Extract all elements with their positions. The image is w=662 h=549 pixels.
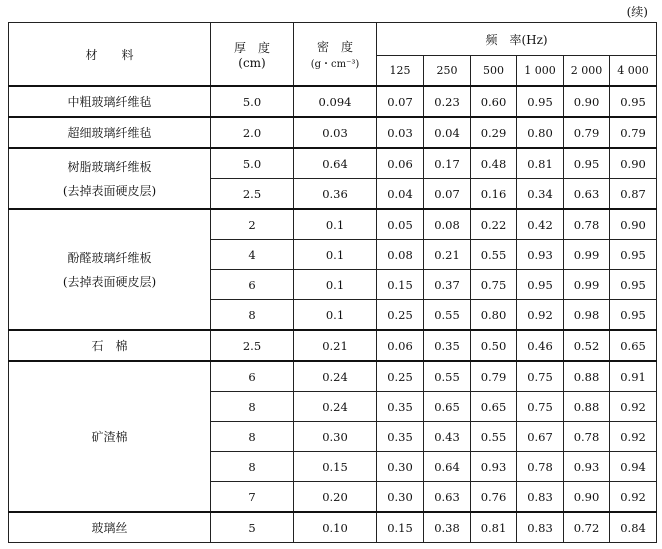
material-name-line: 石 棉 [91, 339, 128, 353]
absorption-cell: 0.08 [424, 209, 471, 240]
absorption-cell: 0.35 [377, 392, 424, 422]
header-density [294, 23, 377, 87]
material-name-line: 树脂玻璃纤维板 [67, 159, 152, 174]
table-row [9, 361, 657, 392]
absorption-cell: 0.81 [471, 512, 517, 543]
absorption-cell: 0.06 [377, 148, 424, 179]
absorption-cell: 0.99 [564, 240, 610, 270]
absorption-cell: 0.30 [377, 482, 424, 513]
absorption-cell: 0.04 [424, 117, 471, 148]
absorption-cell: 0.63 [424, 482, 471, 513]
absorption-cell: 0.22 [471, 209, 517, 240]
material-name [9, 148, 211, 209]
density-cell: 0.094 [294, 86, 377, 117]
absorption-cell: 0.92 [517, 300, 564, 331]
thickness-cell: 2.0 [211, 117, 294, 148]
absorption-cell: 0.23 [424, 86, 471, 117]
density-cell: 0.15 [294, 452, 377, 482]
density-cell: 0.64 [294, 148, 377, 179]
absorption-cell: 0.16 [471, 179, 517, 210]
header-density-label: 密 度 [316, 40, 353, 54]
absorption-cell: 0.43 [424, 422, 471, 452]
absorption-cell: 0.95 [564, 148, 610, 179]
absorption-cell: 0.72 [564, 512, 610, 543]
density-cell: 0.1 [294, 209, 377, 240]
material-name [9, 117, 211, 148]
absorption-cell: 0.46 [517, 330, 564, 361]
thickness-cell: 2.5 [211, 330, 294, 361]
density-cell: 0.24 [294, 392, 377, 422]
absorption-cell: 0.15 [377, 270, 424, 300]
thickness-cell: 6 [211, 270, 294, 300]
absorption-cell: 0.95 [610, 270, 657, 300]
density-cell: 0.30 [294, 422, 377, 452]
absorption-cell: 0.35 [424, 330, 471, 361]
absorption-cell: 0.81 [517, 148, 564, 179]
material-name [9, 330, 211, 361]
absorption-cell: 0.95 [517, 270, 564, 300]
thickness-cell: 7 [211, 482, 294, 513]
density-cell: 0.24 [294, 361, 377, 392]
absorption-cell: 0.75 [517, 392, 564, 422]
absorption-cell: 0.93 [564, 452, 610, 482]
absorption-cell: 0.83 [517, 482, 564, 513]
density-cell: 0.36 [294, 179, 377, 210]
absorption-cell: 0.42 [517, 209, 564, 240]
absorption-cell: 0.04 [377, 179, 424, 210]
absorption-cell: 0.55 [424, 300, 471, 331]
absorption-cell: 0.65 [424, 392, 471, 422]
header-density-unit: (g・cm⁻³) [310, 59, 360, 70]
absorption-cell: 0.29 [471, 117, 517, 148]
absorption-cell: 0.84 [610, 512, 657, 543]
header-thickness-label: 厚 度 [233, 40, 270, 55]
thickness-cell: 5 [211, 512, 294, 543]
absorption-cell: 0.06 [377, 330, 424, 361]
material-name-line: 矿渣棉 [91, 430, 128, 444]
header-freq-5: 4 000 [610, 56, 657, 87]
thickness-cell: 5.0 [211, 148, 294, 179]
absorption-cell: 0.95 [610, 240, 657, 270]
thickness-cell: 8 [211, 300, 294, 331]
absorption-cell: 0.93 [517, 240, 564, 270]
absorption-cell: 0.25 [377, 300, 424, 331]
absorption-cell: 0.92 [610, 392, 657, 422]
material-name [9, 361, 211, 512]
material-name [9, 512, 211, 543]
absorption-cell: 0.78 [517, 452, 564, 482]
thickness-cell: 2 [211, 209, 294, 240]
absorption-cell: 0.15 [377, 512, 424, 543]
absorption-cell: 0.93 [471, 452, 517, 482]
absorption-cell: 0.55 [471, 240, 517, 270]
absorption-cell: 0.48 [471, 148, 517, 179]
table-row [9, 209, 657, 240]
absorption-cell: 0.50 [471, 330, 517, 361]
material-name-line: 玻璃丝 [91, 521, 128, 535]
absorption-cell: 0.35 [377, 422, 424, 452]
absorption-cell: 0.88 [564, 392, 610, 422]
table-row [9, 86, 657, 117]
absorption-cell: 0.79 [564, 117, 610, 148]
absorption-cell: 0.90 [564, 86, 610, 117]
absorption-cell: 0.17 [424, 148, 471, 179]
thickness-cell: 2.5 [211, 179, 294, 210]
density-cell: 0.1 [294, 300, 377, 331]
absorption-cell: 0.80 [471, 300, 517, 331]
absorption-cell: 0.94 [610, 452, 657, 482]
absorption-cell: 0.75 [517, 361, 564, 392]
header-freq-2: 500 [471, 56, 517, 87]
thickness-cell: 4 [211, 240, 294, 270]
absorption-cell: 0.38 [424, 512, 471, 543]
absorption-cell: 0.99 [564, 270, 610, 300]
header-frequency: 频 率(Hz) [377, 23, 657, 56]
density-cell: 0.1 [294, 240, 377, 270]
absorption-cell: 0.52 [564, 330, 610, 361]
absorption-cell: 0.75 [471, 270, 517, 300]
absorption-cell: 0.79 [471, 361, 517, 392]
absorption-cell: 0.95 [610, 86, 657, 117]
absorption-cell: 0.63 [564, 179, 610, 210]
absorption-cell: 0.34 [517, 179, 564, 210]
absorption-cell: 0.07 [377, 86, 424, 117]
absorption-cell: 0.67 [517, 422, 564, 452]
thickness-cell: 6 [211, 361, 294, 392]
absorption-cell: 0.25 [377, 361, 424, 392]
absorption-cell: 0.78 [564, 209, 610, 240]
absorption-table [8, 22, 657, 543]
absorption-cell: 0.65 [610, 330, 657, 361]
absorption-cell: 0.03 [377, 117, 424, 148]
absorption-cell: 0.55 [471, 422, 517, 452]
absorption-cell: 0.95 [610, 300, 657, 331]
thickness-cell: 8 [211, 452, 294, 482]
absorption-cell: 0.60 [471, 86, 517, 117]
density-cell: 0.03 [294, 117, 377, 148]
absorption-cell: 0.07 [424, 179, 471, 210]
density-cell: 0.1 [294, 270, 377, 300]
absorption-cell: 0.79 [610, 117, 657, 148]
absorption-cell: 0.87 [610, 179, 657, 210]
absorption-cell: 0.30 [377, 452, 424, 482]
absorption-cell: 0.90 [610, 148, 657, 179]
density-cell: 0.20 [294, 482, 377, 513]
material-name-line: 中粗玻璃纤维毡 [67, 95, 152, 109]
header-freq-4: 2 000 [564, 56, 610, 87]
material-name [9, 86, 211, 117]
thickness-cell: 5.0 [211, 86, 294, 117]
absorption-cell: 0.90 [564, 482, 610, 513]
absorption-cell: 0.76 [471, 482, 517, 513]
material-name-line: (去掉表面硬皮层) [62, 274, 157, 289]
material-name-line: (去掉表面硬皮层) [62, 183, 157, 198]
absorption-cell: 0.91 [610, 361, 657, 392]
table-row [9, 117, 657, 148]
table-row [9, 330, 657, 361]
table-row [9, 148, 657, 179]
absorption-cell: 0.65 [471, 392, 517, 422]
header-freq-1: 250 [424, 56, 471, 87]
density-cell: 0.10 [294, 512, 377, 543]
absorption-cell: 0.08 [377, 240, 424, 270]
absorption-cell: 0.95 [517, 86, 564, 117]
header-material: 材 料 [9, 23, 211, 87]
absorption-cell: 0.92 [610, 422, 657, 452]
header-freq-3: 1 000 [517, 56, 564, 87]
absorption-cell: 0.83 [517, 512, 564, 543]
density-cell: 0.21 [294, 330, 377, 361]
absorption-cell: 0.98 [564, 300, 610, 331]
absorption-cell: 0.55 [424, 361, 471, 392]
continued-label: (续) [626, 5, 648, 19]
absorption-cell: 0.37 [424, 270, 471, 300]
thickness-cell: 8 [211, 392, 294, 422]
material-name-line: 酚醛玻璃纤维板 [67, 250, 152, 265]
material-name-line: 超细玻璃纤维毡 [67, 126, 152, 140]
absorption-cell: 0.64 [424, 452, 471, 482]
absorption-cell: 0.88 [564, 361, 610, 392]
header-freq-0: 125 [377, 56, 424, 87]
thickness-cell: 8 [211, 422, 294, 452]
absorption-cell: 0.78 [564, 422, 610, 452]
header-thickness-unit: (cm) [238, 55, 266, 70]
absorption-cell: 0.92 [610, 482, 657, 513]
absorption-cell: 0.21 [424, 240, 471, 270]
absorption-cell: 0.90 [610, 209, 657, 240]
table-row [9, 512, 657, 543]
absorption-cell: 0.05 [377, 209, 424, 240]
absorption-cell: 0.80 [517, 117, 564, 148]
material-name [9, 209, 211, 330]
header-thickness [211, 23, 294, 87]
